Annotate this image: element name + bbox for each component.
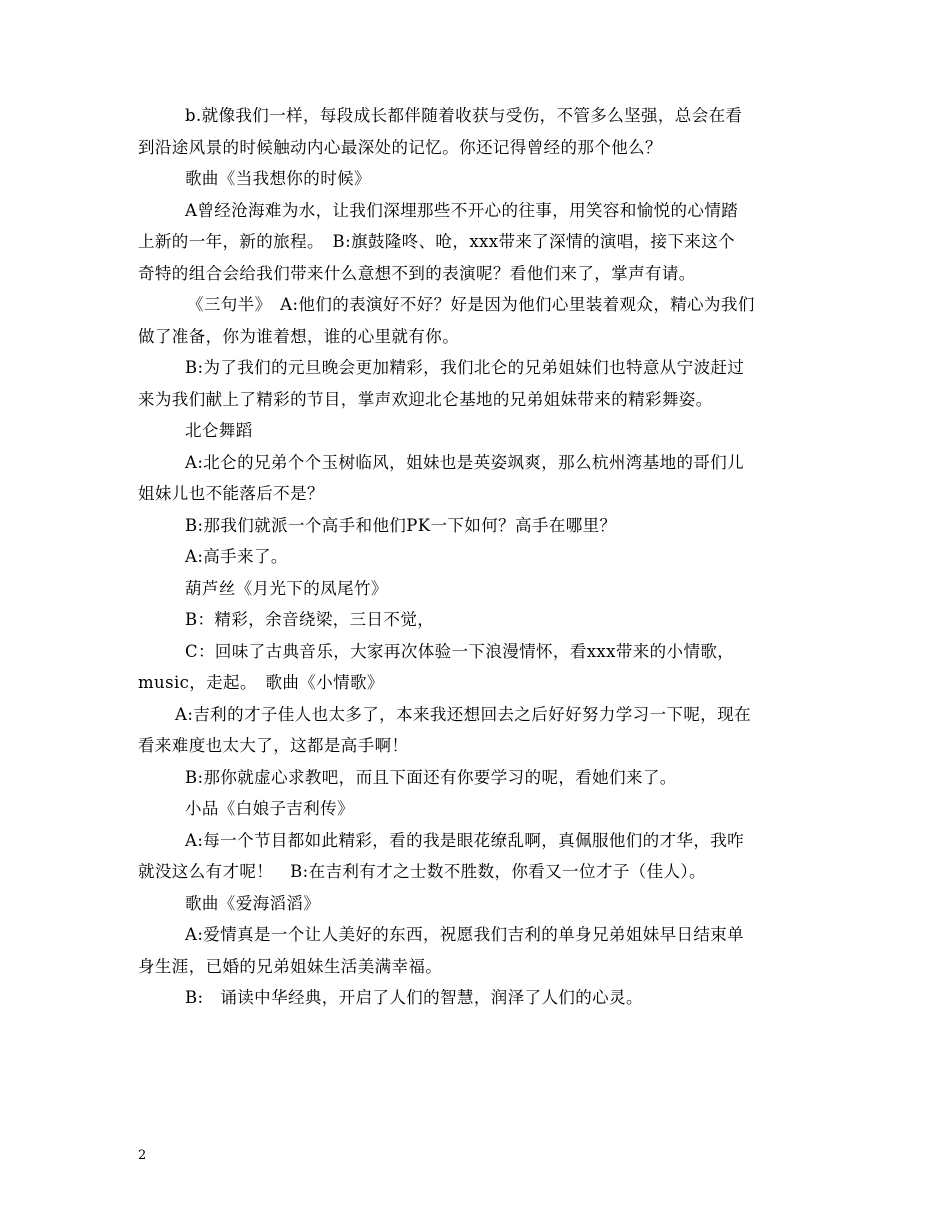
text-line: B:为了我们的元旦晚会更加精彩，我们北仑的兄弟姐妹们也特意从宁波赶过 — [185, 358, 745, 377]
text-line: 姐妹儿也不能落后不是？ — [138, 484, 324, 503]
document-body — [138, 100, 818, 1014]
text-line: 奇特的组合会给我们带来什么意想不到的表演呢？看他们来了，掌声有请。 — [138, 263, 696, 283]
text-line: 歌曲《爱海滔滔》 — [185, 893, 321, 913]
text-line: 做了准备，你为谁着想，谁的心里就有你。 — [138, 326, 460, 346]
text-line: 到沿途风景的时候触动内心最深处的记忆。你还记得曾经的那个他么？ — [138, 137, 662, 157]
text-line: 来为我们献上了精彩的节目，掌声欢迎北仑基地的兄弟姐妹带来的精彩舞姿。 — [138, 389, 713, 409]
text-line: A:每一个节目都如此精彩，看的我是眼花缭乱啊，真佩服他们的才华，我咋 — [185, 830, 745, 850]
text-line: 小品《白娘子吉利传》 — [185, 799, 354, 818]
text-line: 就没这么有才呢！ B:在吉利有才之士数不胜数，你看又一位才子（佳人）。 — [138, 862, 706, 881]
text-line: 上新的一年，新的旅程。 B:旗鼓隆咚、呛，xxx带来了深情的演唱，接下来这个 — [138, 232, 736, 251]
text-line: C：回味了古典音乐，大家再次体验一下浪漫情怀，看xxx带来的小情歌， — [185, 641, 735, 661]
text-line: A曾经沧海难为水，让我们深埋那些不开心的往事，用笑容和愉悦的心情踏 — [185, 200, 739, 220]
text-line: b.就像我们一样，每段成长都伴随着收获与受伤，不管多么坚强，总会在看 — [185, 106, 743, 125]
text-line: music，走起。 歌曲《小情歌》 — [138, 673, 384, 692]
text-line: A:吉利的才子佳人也太多了，本来我还想回去之后好好努力学习一下呢，现在 — [175, 704, 751, 724]
text-line: B：精彩，余音绕梁，三日不觉， — [185, 610, 435, 629]
text-line: A:爱情真是一个让人美好的东西，祝愿我们吉利的单身兄弟姐妹早日结束单 — [185, 925, 745, 944]
text-line: A:高手来了。 — [185, 547, 288, 566]
text-line: 歌曲《当我想你的时候》 — [185, 169, 371, 188]
text-line: 《三句半》 A:他们的表演好不好？好是因为他们心里装着观众，精心为我们 — [187, 295, 755, 314]
text-line: 看来难度也太大了，这都是高手啊！ — [138, 736, 409, 755]
text-line: B: 诵读中华经典，开启了人们的智慧，润泽了人们的心灵。 — [185, 988, 643, 1007]
page-number: 2 — [138, 1148, 147, 1163]
text-line: 身生涯，已婚的兄弟姐妹生活美满幸福。 — [138, 956, 443, 976]
text-line: 北仑舞蹈 — [185, 421, 253, 440]
text-line: B:那我们就派一个高手和他们PK一下如何？高手在哪里？ — [185, 515, 617, 535]
text-line: B:那你就虚心求教吧，而且下面还有你要学习的呢，看她们来了。 — [185, 767, 677, 787]
text-line: 葫芦丝《月光下的凤尾竹》 — [185, 578, 388, 598]
text-line: A:北仑的兄弟个个玉树临风，姐妹也是英姿飒爽，那么杭州湾基地的哥们儿 — [185, 452, 745, 472]
